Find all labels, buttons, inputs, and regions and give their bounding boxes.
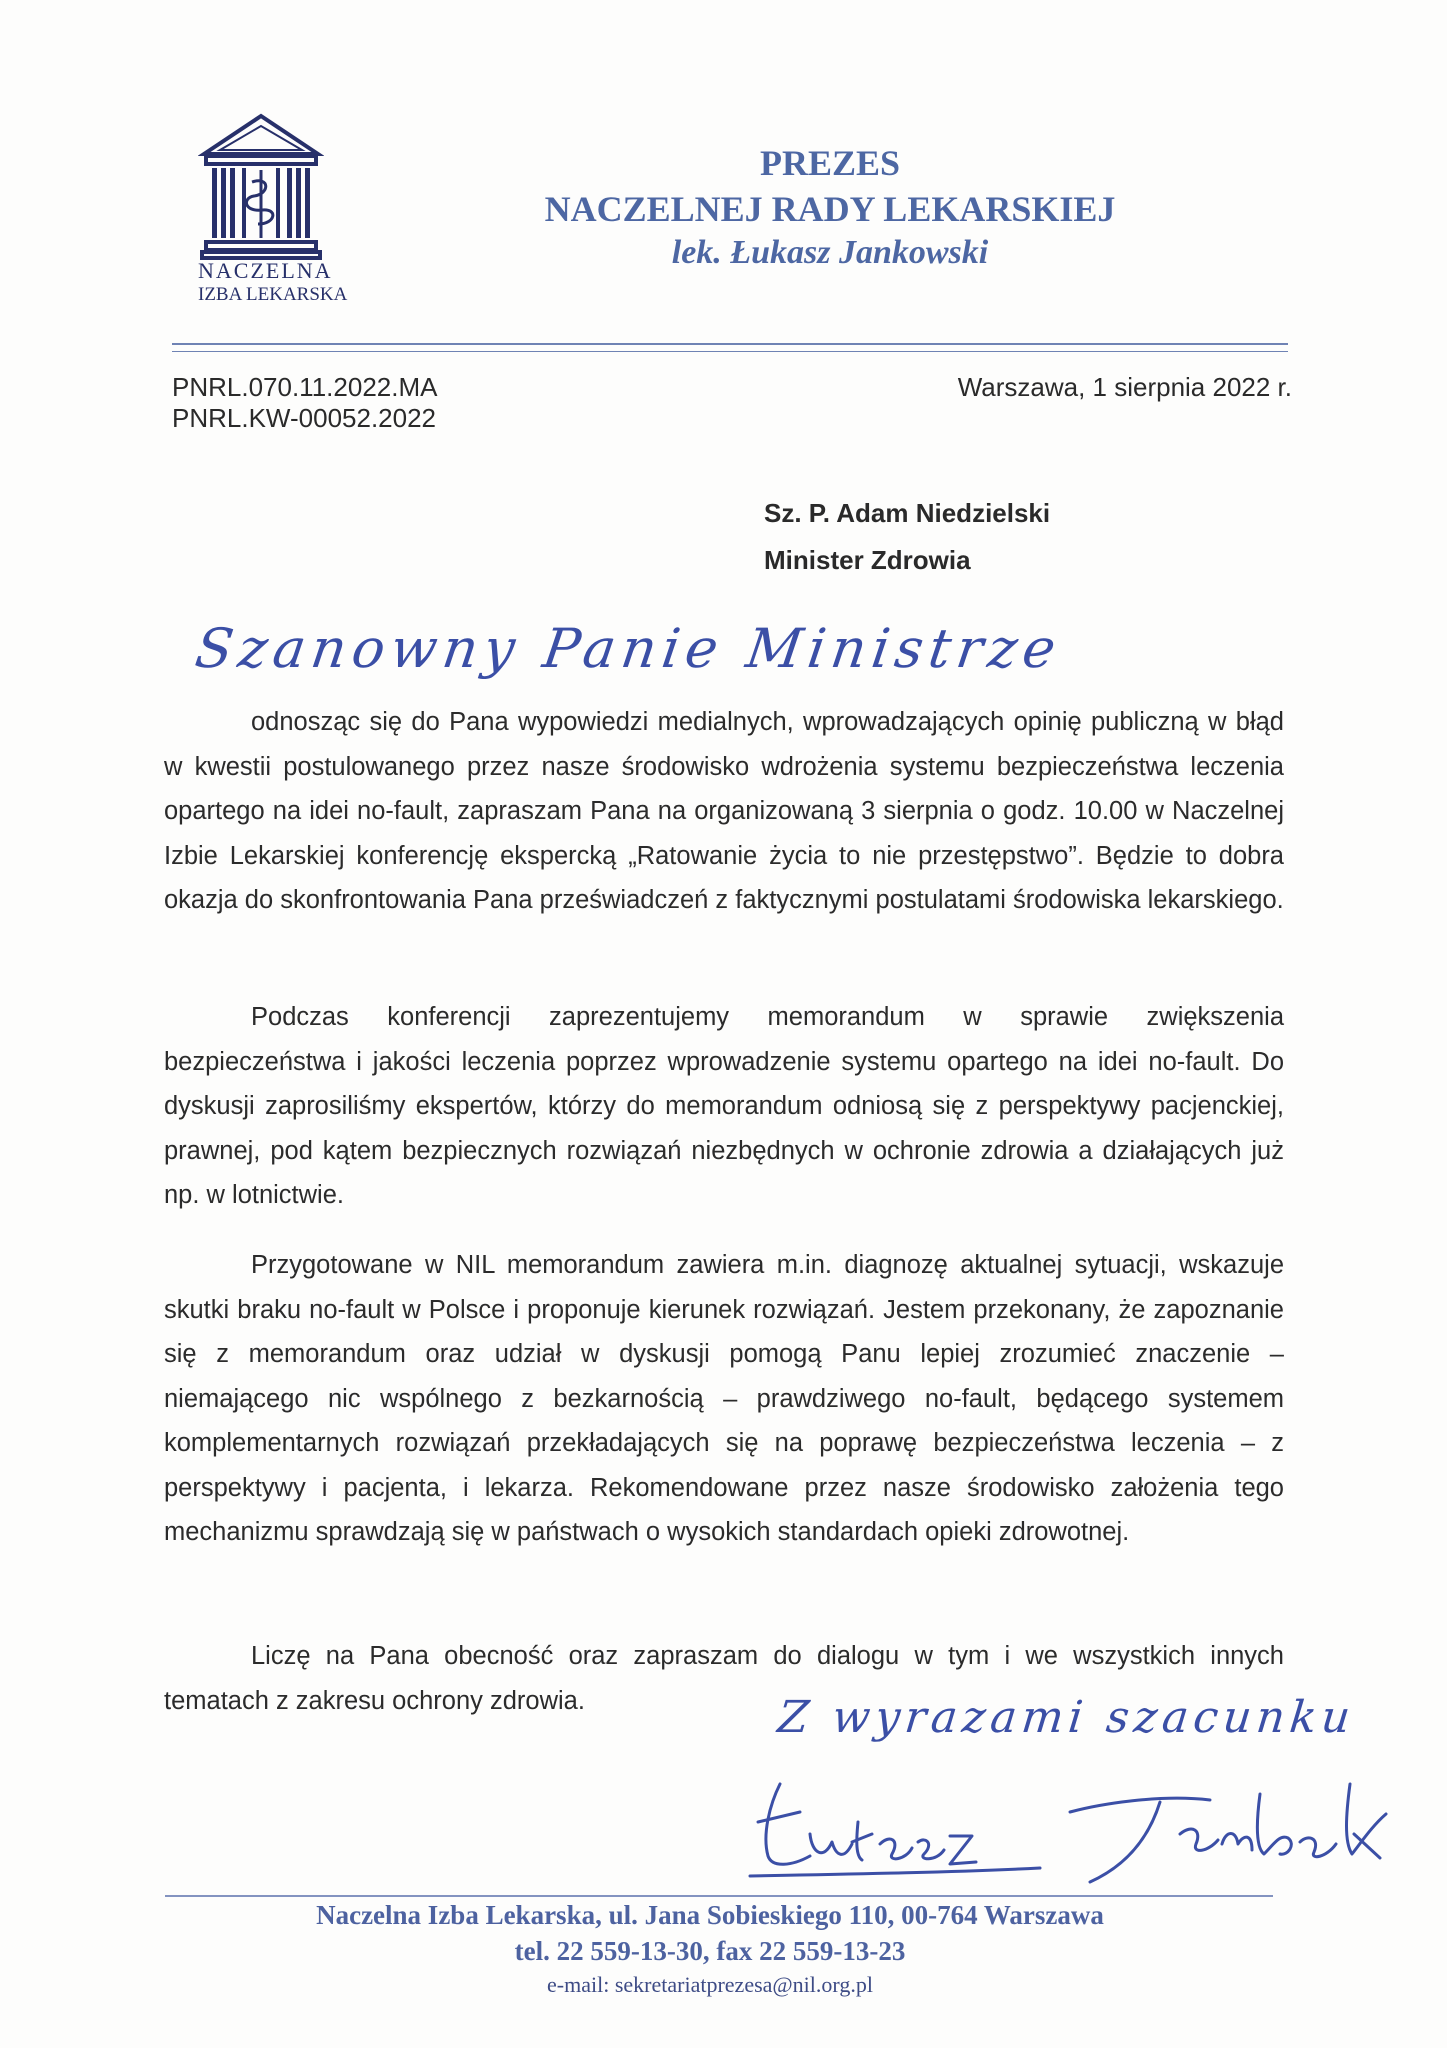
logo-text-line1: NACZELNA — [198, 258, 333, 283]
body-paragraph-3 — [164, 1243, 1284, 1555]
body-paragraph-2 — [164, 995, 1284, 1218]
recipient-name: Sz. P. Adam Niedzielski — [764, 498, 1051, 528]
handwritten-closing: Z wyrazami szacunku — [775, 1692, 1358, 1743]
header-subtitle: NACZELNEJ RADY LEKARSKIEJ — [544, 189, 1116, 229]
paragraph-text: Podczas konferencji zaprezentujemy memorandum w sprawie zwiększenia bezpieczeństwa i jakości leczenia poprzez wprowadzenie systemu opartego na idei no-fault. Do dyskusji zaprosiliśmy ekspertów, którzy do memorandum odniosą się z perspektywy pacjenckiej, prawnej, pod kątem bezpiecznych rozwiązań niezbędnych w ochronie zdrowia a działających już np. w lotnictwie. — [164, 1003, 1284, 1209]
footer-address: Naczelna Izba Lekarska, ul. Jana Sobieskiego 110, 00-764 Warszawa — [316, 1900, 1104, 1930]
nil-logo — [198, 110, 348, 306]
header-name: lek. Łukasz Jankowski — [671, 234, 989, 271]
recipient-title: Minister Zdrowia — [764, 545, 971, 575]
body-paragraph-1 — [164, 700, 1284, 923]
letter-date: Warszawa, 1 sierpnia 2022 r. — [957, 372, 1292, 402]
temple-emblem-icon — [198, 110, 324, 260]
reference-number-2: PNRL.KW-00052.2022 — [172, 403, 437, 433]
header-rule-thin — [172, 351, 1288, 352]
paragraph-text: Przygotowane w NIL memorandum zawiera m.in. diagnozę aktualnej sytuacji, wskazuje skutki braku no-fault w Polsce i proponuje kierunek rozwiązań. Jestem przekonany, że zapoznanie się z memorandum oraz udział w dyskusji pomogą Panu lepiej zrozumieć znaczenie – niemającego nic wspólnego z bezkarnością – prawdziwego no-fault, będącego systemem komplementarnych rozwiązań przekładających się na poprawę bezpieczeństwa leczenia – z perspektywy i pacjenta, i lekarza. Rekomendowane przez nasze środowisko założenia tego mechanizmu sprawdzają się w państwach o wysokich standardach opieki zdrowotnej. — [164, 1251, 1284, 1546]
paragraph-text: Liczę na Pana obecność oraz zapraszam do dialogu w tym i we wszystkich innych tematach z zakresu ochrony zdrowia. — [164, 1642, 1284, 1715]
header-rule — [172, 343, 1288, 345]
logo-text-line2: IZBA LEKARSKA — [198, 284, 348, 305]
header-title: PREZES — [759, 143, 901, 183]
paragraph-text: odnosząc się do Pana wypowiedzi medialnych, wprowadzających opinię publiczną w błąd w kwestii postulowanego przez nasze środowisko wdrożenia systemu bezpieczeństwa leczenia opartego na idei no-fault, zapraszam Pana na organizowaną 3 sierpnia o godz. 10.00 w Naczelnej Izbie Lekarskiej konferencję ekspercką „Ratowanie życia to nie przestępstwo”. Będzie to dobra okazja do skonfrontowania Pana przeświadczeń z faktycznymi postulatami środowiska lekarskiego. — [164, 708, 1284, 914]
footer-email: e-mail: sekretariatprezesa@nil.org.pl — [547, 1972, 873, 1997]
footer-rule — [165, 1895, 1273, 1897]
footer-phone: tel. 22 559-13-30, fax 22 559-13-23 — [514, 1936, 906, 1966]
reference-number-1: PNRL.070.11.2022.MA — [172, 372, 438, 402]
handwritten-signature — [740, 1764, 1400, 1894]
handwritten-greeting: Szanowny Panie Ministrze — [191, 617, 1066, 680]
